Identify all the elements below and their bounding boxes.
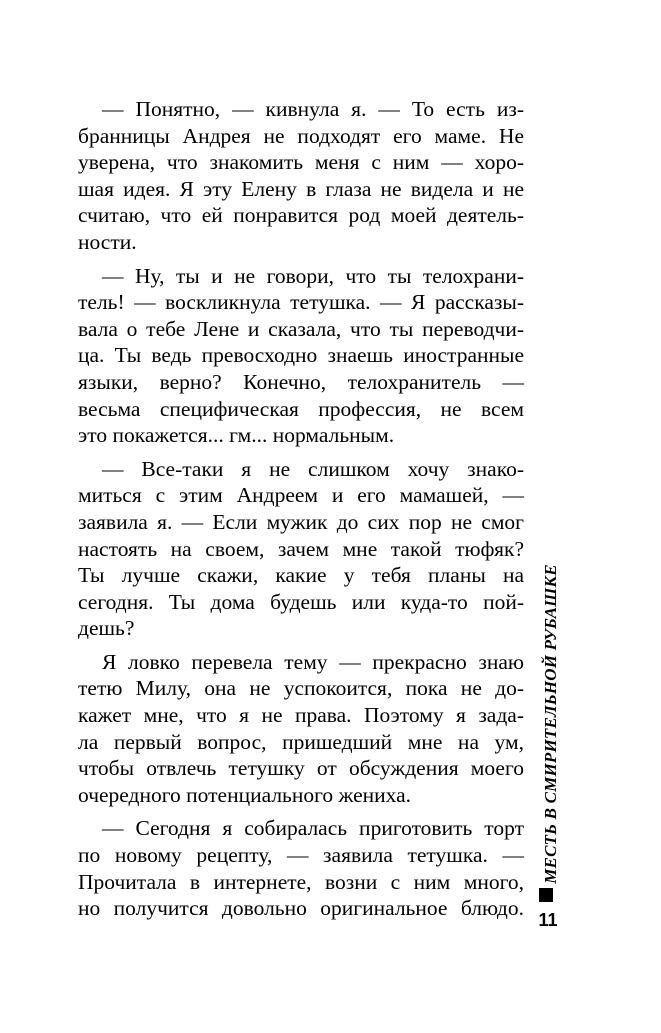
text-line: это покажется... гм... нормальным. — [78, 423, 395, 448]
text-line: дешь? — [78, 616, 135, 641]
text-line: по новому рецепту, — заявила тетушка. — — [78, 843, 524, 868]
text-line: уверена, что знакомить меня с ним — хоро- — [78, 150, 524, 175]
text-line: но получится довольно оригинальное блюдо. — [78, 896, 524, 921]
text-line: Я ловко перевела тему — прекрасно знаю — [102, 649, 524, 674]
page-marker-square — [539, 888, 553, 902]
text-line: очередного потенциального жениха. — [78, 782, 412, 807]
text-line: ла первый вопрос, пришедший мне на ум, — [78, 729, 524, 754]
text-line: весьма специфическая профессия, не всем — [78, 396, 524, 421]
paragraph-4 — [78, 649, 524, 809]
text-line: ности. — [78, 229, 137, 254]
text-line: сегодня. Ты дома будешь или куда-то пой- — [78, 589, 524, 614]
text-line: миться с этим Андреем и его мамашей, — — [78, 483, 524, 508]
text-line: ца. Ты ведь превосходно знаешь иностранные — [78, 343, 524, 368]
running-title-text: МЕСТЬ В СМИРИТЕЛЬНОЙ РУБАШКЕ — [541, 564, 561, 884]
paragraph-2 — [78, 263, 524, 449]
text-line: шая идея. Я эту Елену в глаза не видела и не — [78, 176, 524, 201]
text-line: вала о тебе Лене и сказала, что ты переводчи- — [78, 316, 524, 341]
text-line: кажет мне, что я не права. Поэтому я зада- — [78, 703, 524, 728]
paragraph-3 — [78, 456, 524, 642]
paragraph-5 — [78, 815, 524, 921]
page-number: 11 — [538, 910, 558, 930]
text-line: бранницы Андрея не подходят его маме. Не — [78, 123, 524, 148]
text-line: — Все-таки я не слишком хочу знако- — [102, 456, 524, 481]
text-line: тель! — воскликнула тетушка. — Я рассказы- — [78, 290, 524, 315]
running-title — [533, 564, 569, 884]
paragraph-1 — [78, 96, 524, 256]
body-text — [78, 96, 524, 922]
text-line: Ты лучше скажи, какие у тебя планы на — [78, 563, 524, 588]
text-line: — Ну, ты и не говори, что ты телохрани- — [102, 263, 524, 288]
text-line: языки, верно? Конечно, телохранитель — — [78, 369, 524, 394]
text-line: — Понятно, — кивнула я. — То есть из- — [102, 97, 524, 121]
text-line: тетю Милу, она не успокоится, пока не до- — [78, 676, 524, 701]
text-line: чтобы отвлечь тетушку от обсуждения моего — [78, 756, 524, 781]
text-line: считаю, что ей понравится род моей деятель- — [78, 203, 524, 228]
text-line: настоять на своем, зачем мне такой тюфяк? — [78, 536, 524, 561]
text-line: — Сегодня я собиралась приготовить торт — [102, 816, 524, 841]
text-line: Прочитала в интернете, возни с ним много, — [78, 869, 524, 894]
text-line: заявила я. — Если мужик до сих пор не смог — [78, 509, 524, 534]
